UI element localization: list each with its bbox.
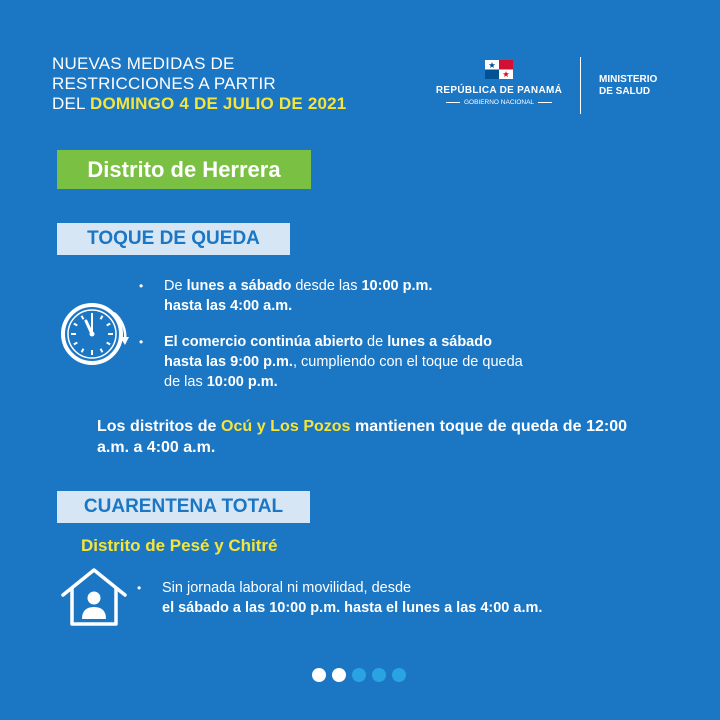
text: , cumpliendo con el toque de queda (292, 354, 523, 370)
house-person-icon (60, 566, 128, 628)
bullet: • (139, 279, 144, 293)
ministry-line-2: DE SALUD (599, 86, 651, 97)
text: de (363, 334, 388, 350)
headline-line-1: NUEVAS MEDIDAS DE (52, 54, 235, 73)
text-bold: 10:00 p.m. (206, 374, 278, 390)
bullet: • (139, 335, 144, 349)
quarantine-item-line-1: Sin jornada laboral ni movilidad, desde (162, 580, 412, 596)
headline-prefix: DEL (52, 94, 90, 113)
text-bold: El comercio continúa abierto (164, 334, 364, 350)
bullet: • (137, 581, 142, 595)
curfew-item-1-line-1 (164, 276, 524, 296)
curfew-item-1-line-2 (164, 296, 524, 316)
text-bold: lunes a sábado (387, 334, 492, 350)
headline-line-2: RESTRICCIONES A PARTIR (52, 74, 276, 93)
text-bold: hasta las 9:00 p.m. (164, 354, 293, 370)
government-text: GOBIERNO NACIONAL (463, 99, 535, 106)
curfew-item-2-line-3 (164, 372, 634, 392)
text: de las (164, 374, 207, 390)
curfew-item-2 (139, 332, 634, 392)
logo-divider (580, 57, 581, 114)
pagination-dot[interactable] (352, 668, 366, 682)
clock-icon (54, 293, 134, 373)
ministry-label (599, 74, 657, 98)
text-bold: hasta las 4:00 a.m. (164, 298, 293, 314)
republic-logo (432, 60, 566, 106)
headline-date: DOMINGO 4 DE JULIO DE 2021 (89, 94, 347, 113)
curfew-note (97, 416, 627, 458)
pagination-dot[interactable] (332, 668, 346, 682)
quarantine-item (137, 578, 682, 618)
rule-right (538, 102, 552, 103)
curfew-item-2-line-1 (164, 332, 634, 352)
text-bold: lunes a sábado (186, 278, 292, 294)
panama-flag-icon (485, 60, 513, 79)
pagination-dot[interactable] (392, 668, 406, 682)
text: desde las (291, 278, 362, 294)
ministry-line-1: MINISTERIO (599, 74, 658, 85)
district-badge: Distrito de Herrera (57, 150, 311, 189)
text-bold: el sábado a las 10:00 p.m. hasta el lunes a las 4:00 a.m. (162, 600, 543, 616)
note-text: mantienen toque de queda de 12:00 a.m. a 4:00 a.m. (97, 418, 627, 456)
quarantine-section-title: CUARENTENA TOTAL (57, 491, 310, 523)
quarantine-item-line-2 (162, 598, 682, 618)
curfew-item-1 (139, 276, 524, 316)
pagination-dot[interactable] (312, 668, 326, 682)
curfew-section-title: TOQUE DE QUEDA (57, 223, 290, 255)
text-bold: 10:00 p.m. (361, 278, 433, 294)
government-label (432, 99, 566, 106)
note-text: Los distritos de (97, 418, 222, 435)
note-highlight: Ocú y Los Pozos (221, 418, 351, 435)
quarantine-districts: Distrito de Pesé y Chitré (81, 536, 278, 555)
headline-line-3 (52, 94, 346, 114)
republic-name: REPÚBLICA DE PANAMÁ (435, 85, 563, 96)
carousel-pagination (312, 668, 406, 682)
curfew-item-2-line-2 (164, 352, 634, 372)
headline (52, 54, 346, 114)
pagination-dot[interactable] (372, 668, 386, 682)
rule-left (446, 102, 460, 103)
text: De (164, 278, 187, 294)
